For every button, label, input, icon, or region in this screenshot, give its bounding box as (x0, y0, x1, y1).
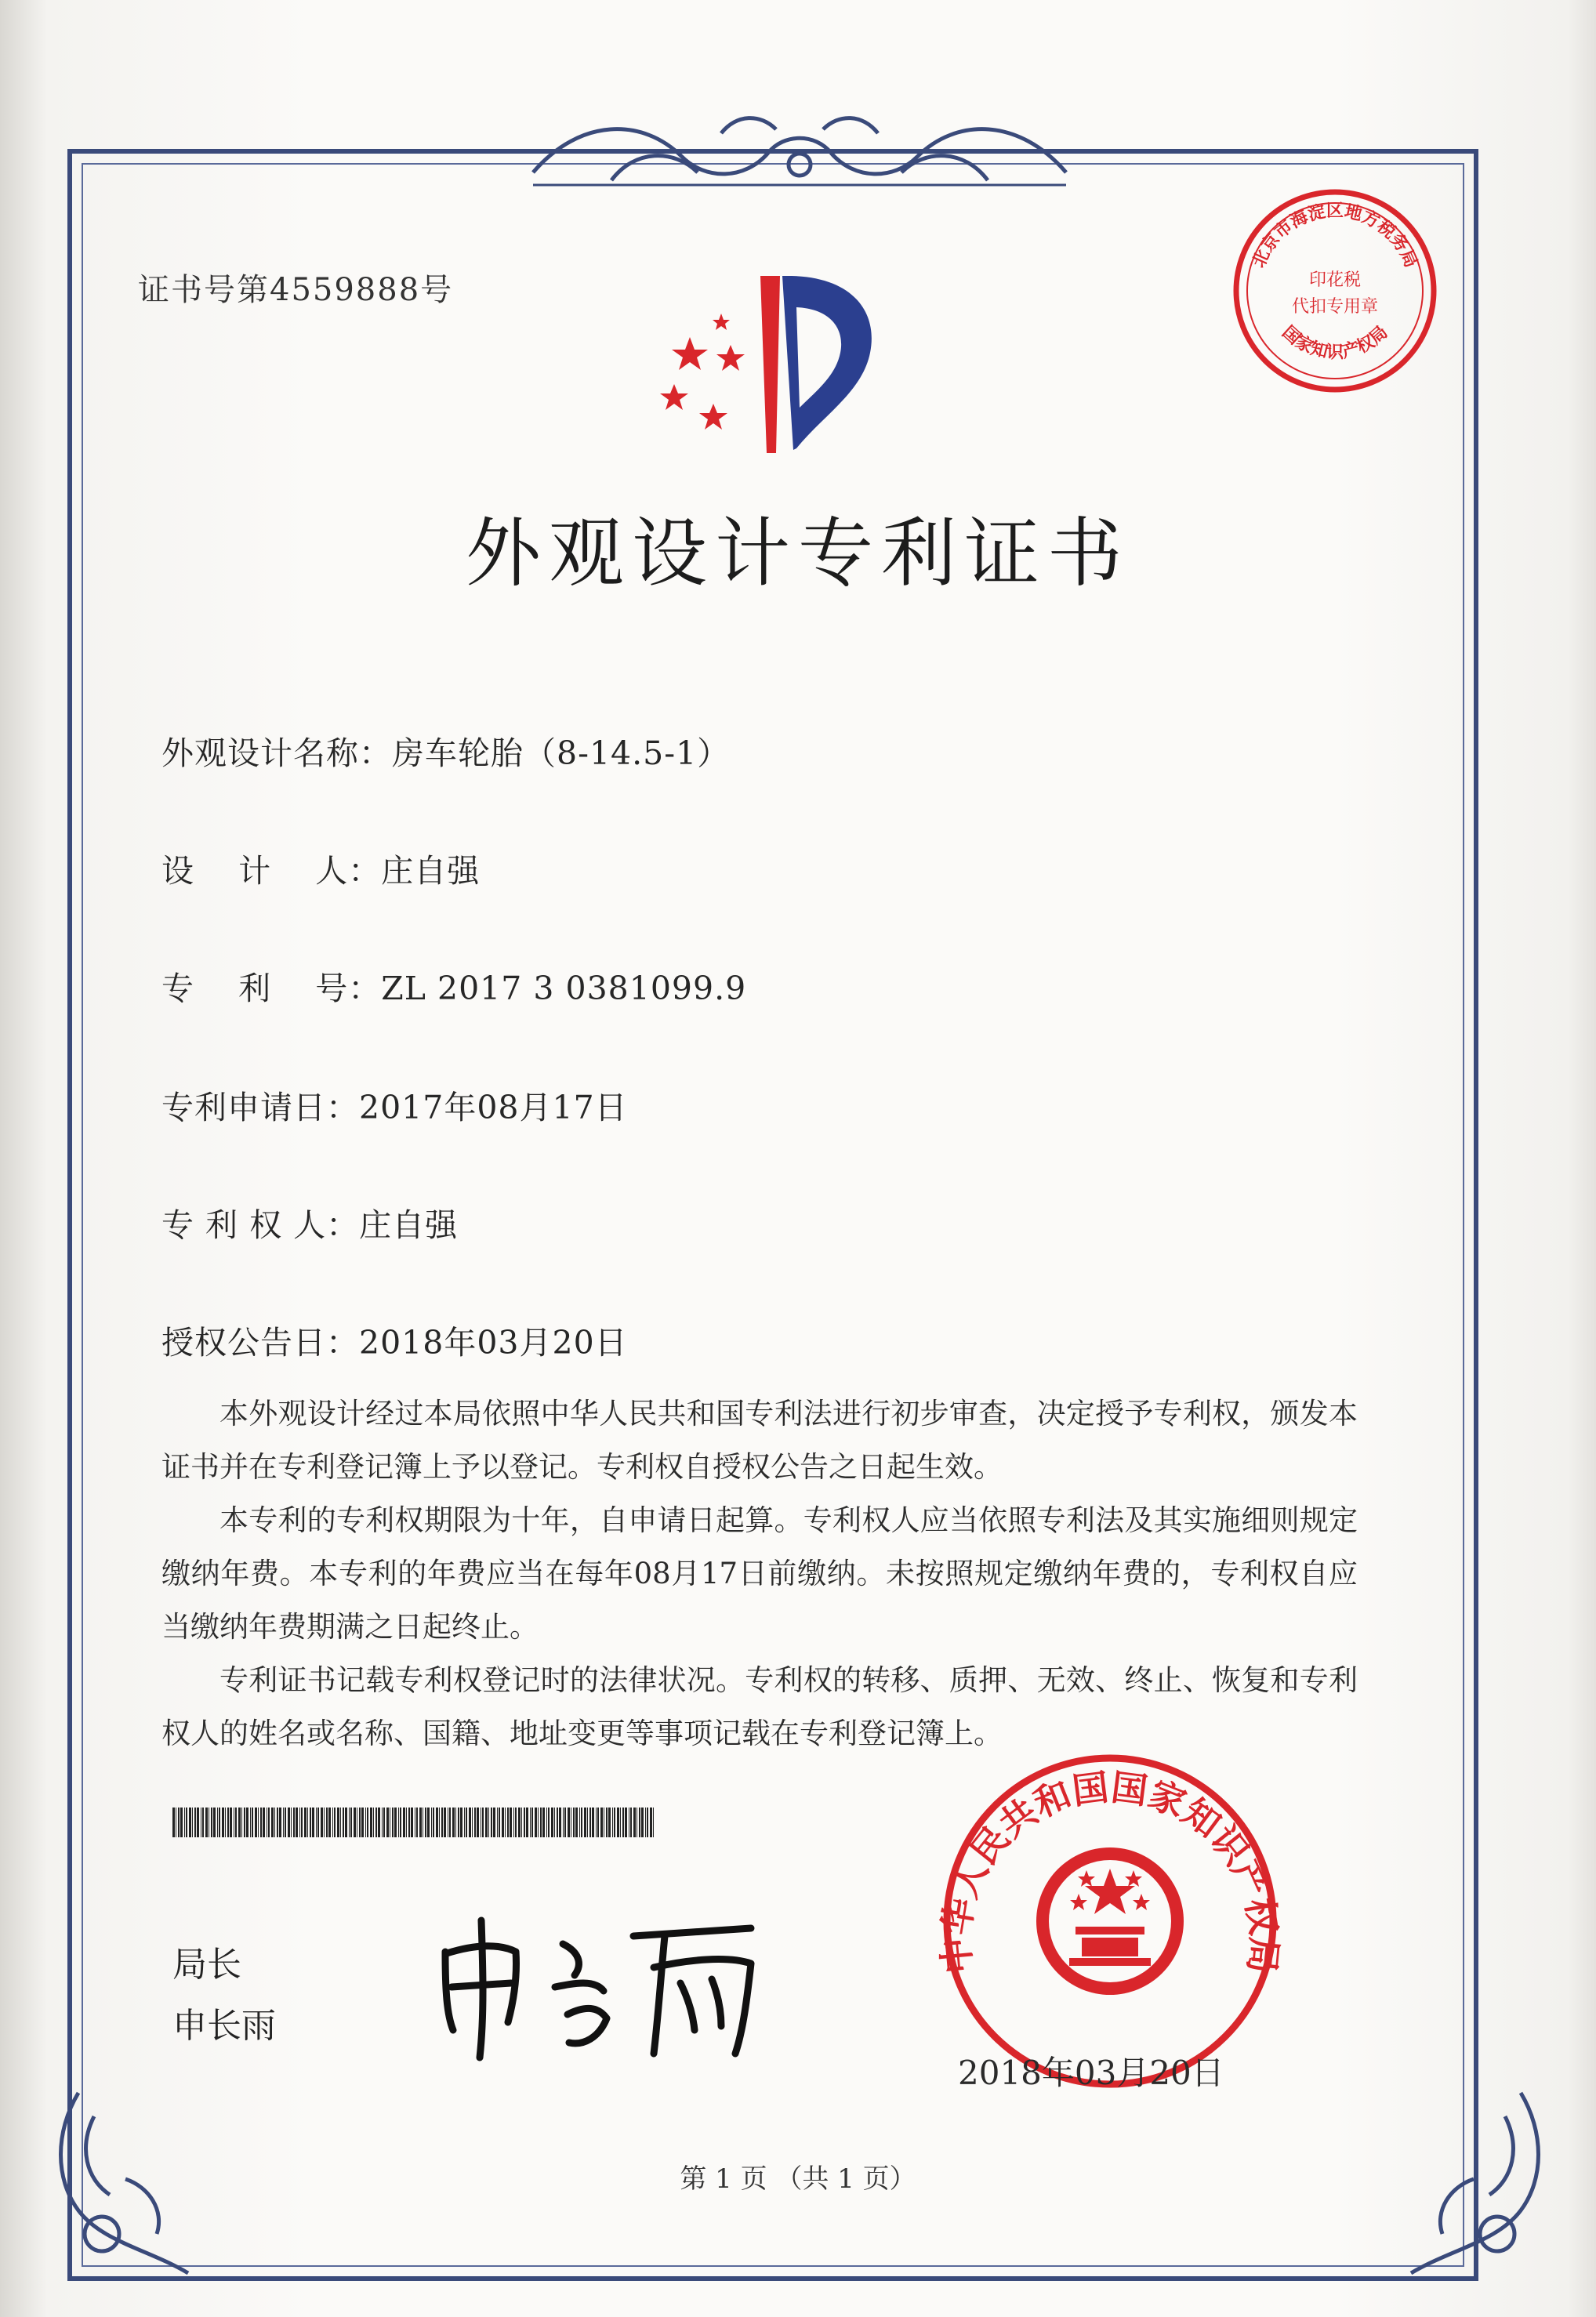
barcode-bar (227, 1808, 229, 1837)
barcode-bar (653, 1808, 654, 1837)
field-label: 专 利 权 人： (161, 1206, 360, 1244)
barcode-bar (332, 1808, 333, 1837)
barcode-bar (367, 1808, 368, 1837)
barcode-bar (493, 1808, 495, 1837)
barcode-bar (411, 1808, 413, 1837)
barcode-bar (622, 1808, 624, 1837)
field-label: 授权公告日： (161, 1324, 359, 1362)
barcode-bar (394, 1808, 397, 1837)
barcode-bar (304, 1808, 307, 1837)
barcode-bar (592, 1808, 594, 1837)
barcode-bar (427, 1808, 430, 1837)
barcode-bar (403, 1808, 405, 1837)
barcode-bar (641, 1808, 644, 1837)
barcode-bar (225, 1808, 226, 1837)
barcode-bar (246, 1808, 248, 1837)
barcode-bar (285, 1808, 286, 1837)
field-value: 2018年03月20日 (359, 1324, 628, 1362)
national-ip-office-seal (930, 1753, 1290, 2090)
barcode-bar (382, 1808, 383, 1837)
barcode-bar (472, 1808, 473, 1837)
barcode-bar (172, 1808, 175, 1837)
barcode-bar (449, 1808, 451, 1837)
barcode-bar (650, 1808, 652, 1837)
barcode-bar (189, 1808, 191, 1837)
barcode-bar (334, 1808, 336, 1837)
barcode-bar (222, 1808, 224, 1837)
barcode-bar (244, 1808, 245, 1837)
top-ornament (517, 110, 1082, 196)
barcode-bar (488, 1808, 489, 1837)
svg-text:国家知识产权局 (1278, 323, 1391, 363)
barcode-bar (359, 1808, 361, 1837)
director-signature (430, 1905, 782, 2061)
barcode-bar (241, 1808, 242, 1837)
barcode-bar (230, 1808, 232, 1837)
barcode-bar (370, 1808, 372, 1837)
barcode-bar (425, 1808, 426, 1837)
barcode-bar (518, 1808, 521, 1837)
barcode-bar (283, 1808, 284, 1837)
barcode-bar (178, 1808, 180, 1837)
barcode-bar (365, 1808, 366, 1837)
body-paragraph: 本专利的专利权期限为十年，自申请日起算。专利权人应当依照专利法及其实施细则规定缴纳年费。本专利的年费应当在每年08月17日前缴纳。未按照规定缴纳年费的，专利权自应当缴纳年费期满之日起终止。 (161, 1503, 1358, 1644)
barcode-bar (587, 1808, 588, 1837)
barcode-bar (386, 1808, 389, 1837)
barcode-bar (194, 1808, 196, 1837)
field-design-name (161, 727, 730, 774)
barcode-bar (510, 1808, 512, 1837)
barcode-bar (258, 1808, 259, 1837)
barcode-bar (535, 1808, 537, 1837)
barcode-bar (349, 1808, 350, 1837)
field-grant-date (161, 1317, 628, 1363)
tax-stamp-bottom-text: 国家知识产权局 (1278, 322, 1392, 363)
barcode-bar (337, 1808, 339, 1837)
barcode-bar (317, 1808, 319, 1837)
certificate-number: 证书号第4559888号 (138, 272, 454, 308)
barcode-bar (455, 1808, 456, 1837)
barcode-bar (268, 1808, 270, 1837)
barcode-bar (531, 1808, 533, 1837)
barcode-bar (400, 1808, 401, 1837)
barcode-bar (433, 1808, 434, 1837)
field-value: ZL 2017 3 0381099.9 (381, 970, 747, 1007)
field-value: 庄自强 (381, 852, 481, 890)
barcode-bar (526, 1808, 528, 1837)
seal-date: 2018年03月20日 (958, 2054, 1224, 2092)
barcode-bar (255, 1808, 257, 1837)
barcode-bar (299, 1808, 300, 1837)
barcode-bar (288, 1808, 290, 1837)
barcode-bar (274, 1808, 275, 1837)
barcode-bar (416, 1808, 418, 1837)
barcode-bar (213, 1808, 216, 1837)
barcode-bar (406, 1808, 407, 1837)
barcode-bar (312, 1808, 314, 1837)
barcode-bar (614, 1808, 615, 1837)
barcode-bar (326, 1808, 328, 1837)
barcode-bar (419, 1808, 422, 1837)
barcode-bar (238, 1808, 241, 1837)
barcode-bar (217, 1808, 218, 1837)
director-title: 局长 (172, 1945, 241, 1985)
barcode-bar (444, 1808, 446, 1837)
barcode-bar (477, 1808, 479, 1837)
field-label: 外观设计名称： (161, 734, 392, 772)
barcode-bar (474, 1808, 476, 1837)
seal-arc-text: 中华人民共和国国家知识产权局 (934, 1765, 1286, 1976)
barcode-bar (378, 1808, 380, 1837)
barcode-bar (186, 1808, 187, 1837)
barcode-bar (600, 1808, 603, 1837)
barcode-bar (383, 1808, 385, 1837)
barcode-bar (375, 1808, 377, 1837)
barcode-bar (277, 1808, 278, 1837)
barcode-bar (557, 1808, 558, 1837)
barcode-bar (307, 1808, 308, 1837)
barcode-bar (321, 1808, 323, 1837)
barcode-bar (271, 1808, 274, 1837)
tax-stamp-seal (1229, 185, 1441, 397)
barcode-bar (617, 1808, 619, 1837)
barcode-bar (296, 1808, 298, 1837)
barcode-bar (521, 1808, 522, 1837)
barcode-bar (625, 1808, 627, 1837)
barcode-bar (219, 1808, 220, 1837)
barcode-bar (324, 1808, 325, 1837)
barcode-bar (260, 1808, 262, 1837)
barcode-bar (606, 1808, 608, 1837)
barcode-bar (530, 1808, 531, 1837)
barcode-bar (579, 1808, 580, 1837)
barcode-bar (499, 1808, 500, 1837)
barcode-bar (458, 1808, 459, 1837)
barcode-bar (343, 1808, 344, 1837)
barcode-bar (608, 1808, 611, 1837)
barcode-bar (563, 1808, 564, 1837)
barcode-bar (350, 1808, 352, 1837)
tax-stamp-inner-text-1: 印花税 (1308, 270, 1362, 290)
barcode (172, 1808, 658, 1837)
field-label: 设 计 人： (161, 852, 382, 890)
national-emblem-icon (1036, 1847, 1184, 1995)
body-paragraph: 专利证书记载专利权登记时的法律状况。专利权的转移、质押、无效、终止、恢复和专利权人的姓名或名称、国籍、地址变更等事项记载在专利登记簿上。 (161, 1663, 1358, 1750)
barcode-bar (197, 1808, 199, 1837)
barcode-bar (436, 1808, 438, 1837)
barcode-bar (469, 1808, 471, 1837)
barcode-bar (482, 1808, 484, 1837)
barcode-bar (612, 1808, 613, 1837)
barcode-bar (505, 1808, 506, 1837)
barcode-bar (573, 1808, 575, 1837)
barcode-bar (597, 1808, 599, 1837)
barcode-bar (250, 1808, 251, 1837)
barcode-bar (202, 1808, 204, 1837)
barcode-bar (408, 1808, 410, 1837)
director-name: 申长雨 (172, 2006, 276, 2046)
barcode-bar (589, 1808, 591, 1837)
patent-office-emblem-icon (643, 267, 909, 455)
barcode-bar (211, 1808, 212, 1837)
body-paragraph: 本外观设计经过本局依照中华人民共和国专利法进行初步审查，决定授予专利权，颁发本证书并在专利登记簿上予以登记。专利权自授权公告之日起生效。 (161, 1397, 1358, 1484)
barcode-bar (554, 1808, 555, 1837)
barcode-bar (460, 1808, 462, 1837)
barcode-bar (464, 1808, 465, 1837)
barcode-bar (575, 1808, 578, 1837)
barcode-bar (279, 1808, 281, 1837)
barcode-bar (548, 1808, 550, 1837)
barcode-bar (502, 1808, 504, 1837)
barcode-bar (513, 1808, 514, 1837)
barcode-bar (568, 1808, 570, 1837)
field-value: 庄自强 (359, 1206, 459, 1244)
barcode-bar (316, 1808, 317, 1837)
barcode-bar (559, 1808, 561, 1837)
barcode-bar (340, 1808, 341, 1837)
barcode-bar (639, 1808, 640, 1837)
tax-stamp-outer-text: 北京市海淀区地方税务局 (1249, 201, 1421, 271)
barcode-bar (263, 1808, 265, 1837)
field-designer (161, 845, 480, 891)
field-label: 专 利 号： (161, 970, 382, 1007)
barcode-bar (581, 1808, 582, 1837)
barcode-bar (564, 1808, 566, 1837)
barcode-bar (291, 1808, 292, 1837)
barcode-bar (441, 1808, 443, 1837)
barcode-bar (645, 1808, 646, 1837)
barcode-bar (647, 1808, 648, 1837)
barcode-bar (542, 1808, 545, 1837)
field-value: 2017年08月17日 (359, 1089, 628, 1126)
barcode-bar (431, 1808, 432, 1837)
barcode-bar (452, 1808, 455, 1837)
barcode-bar (491, 1808, 492, 1837)
barcode-bar (252, 1808, 253, 1837)
barcode-bar (345, 1808, 347, 1837)
barcode-bar (192, 1808, 193, 1837)
barcode-bar (497, 1808, 498, 1837)
barcode-bar (373, 1808, 374, 1837)
field-patentee (161, 1199, 458, 1246)
barcode-bar (354, 1808, 356, 1837)
barcode-bar (507, 1808, 509, 1837)
barcode-bar (620, 1808, 621, 1837)
certificate-body-text (161, 1387, 1358, 1760)
barcode-bar (184, 1808, 185, 1837)
barcode-bar (538, 1808, 539, 1837)
barcode-bar (515, 1808, 517, 1837)
barcode-bar (293, 1808, 295, 1837)
barcode-bar (235, 1808, 237, 1837)
barcode-bar (630, 1808, 632, 1837)
tax-stamp-inner-text-2: 代扣专用章 (1291, 297, 1379, 317)
barcode-bar (546, 1808, 547, 1837)
field-patent-number (161, 963, 746, 1009)
page-number: 第 1 页 （共 1 页） (680, 2163, 916, 2195)
barcode-bar (524, 1808, 525, 1837)
barcode-bar (328, 1808, 331, 1837)
barcode-bar (596, 1808, 597, 1837)
certificate-title: 外观设计专利证书 (466, 509, 1130, 597)
barcode-bar (466, 1808, 467, 1837)
barcode-bar (439, 1808, 440, 1837)
field-value: 房车轮胎（8-14.5-1） (392, 734, 731, 772)
barcode-bar (551, 1808, 553, 1837)
barcode-bar (361, 1808, 364, 1837)
barcode-bar (584, 1808, 586, 1837)
barcode-bar (392, 1808, 394, 1837)
barcode-bar (540, 1808, 542, 1837)
barcode-bar (205, 1808, 208, 1837)
barcode-bar (398, 1808, 399, 1837)
barcode-bar (301, 1808, 303, 1837)
barcode-bar (310, 1808, 311, 1837)
barcode-bar (485, 1808, 488, 1837)
barcode-bar (633, 1808, 636, 1837)
field-application-date (161, 1082, 628, 1128)
barcode-bar (180, 1808, 183, 1837)
field-label: 专利申请日： (161, 1089, 359, 1126)
